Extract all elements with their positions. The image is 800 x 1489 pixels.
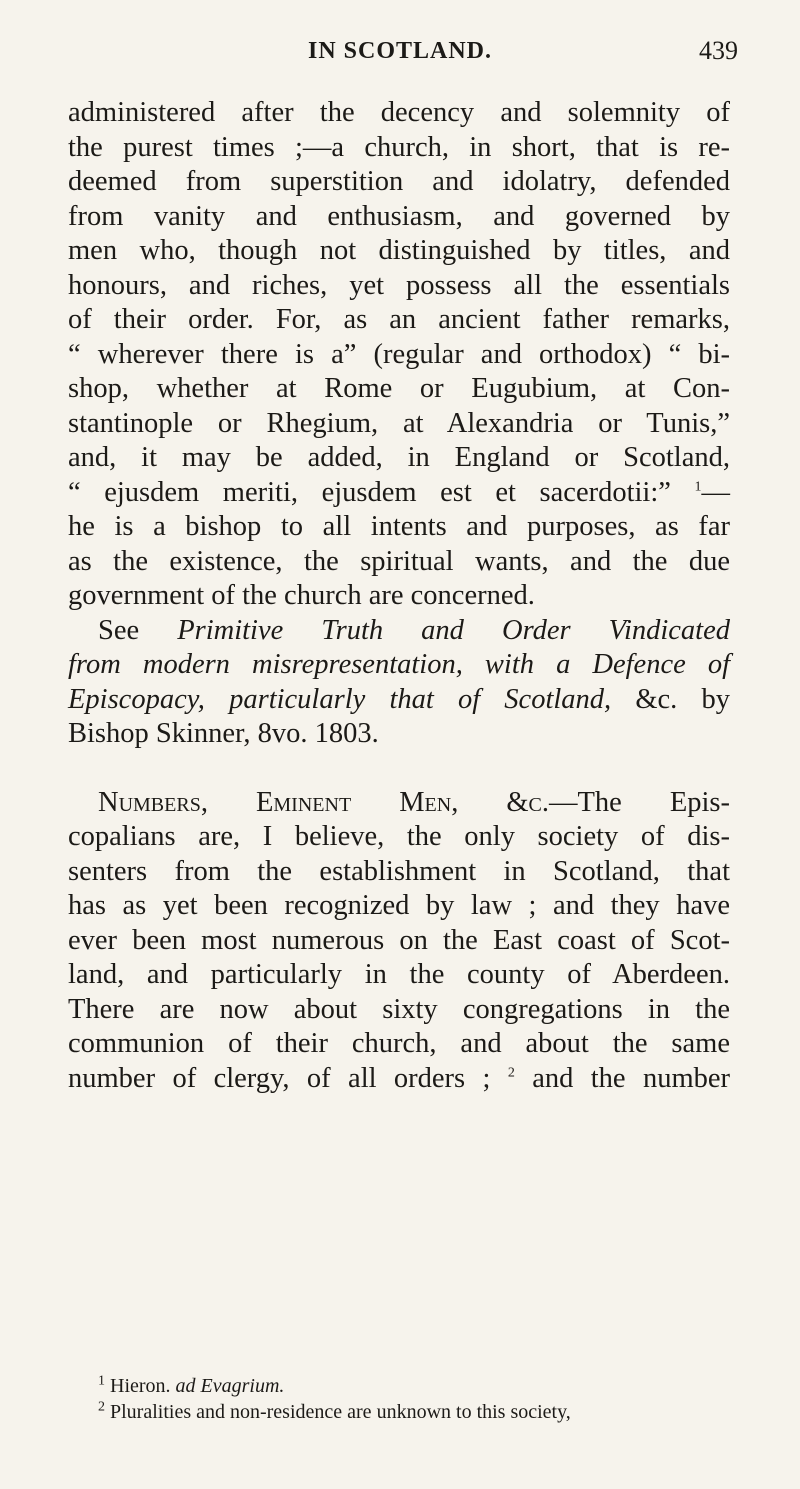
text-line: ever been most numerous on the East coast of Scot- [68, 924, 730, 956]
text-line [68, 476, 730, 511]
text-line: land, and particularly in the county of Aberdeen. [68, 959, 730, 990]
section-heading-line: Numbers, Eminent Men, &c.—The Epis- [98, 786, 731, 818]
citation-line: Episcopacy, particularly that of Scotland, &c. by [68, 683, 730, 715]
section-heading: Numbers, Eminent Men, &c. [98, 786, 549, 818]
text-line: administered after the decency and solemnity of [68, 97, 730, 128]
text-line: he is a bishop to all intents and purposes, as far [68, 511, 730, 542]
text-line: of their order. For, as an ancient father remarks, [68, 304, 730, 335]
citation-line: See Primitive Truth and Order Vindicated [98, 614, 731, 646]
text-line: government of the church are concerned. [68, 580, 535, 611]
text-line: men who, though not distinguished by titles, and [68, 235, 730, 266]
text-line: “ wherever there is a” (regular and orthodox) “ bi- [68, 338, 730, 370]
dash: — [701, 476, 731, 508]
footnote-2: $^2$ Pluralities and non-residence are unknown to this society, [98, 1399, 571, 1423]
text-line: deemed from superstition and idolatry, defended [68, 166, 730, 197]
text-line: has as yet been recognized by law ; and they have [68, 890, 730, 921]
running-header [0, 36, 800, 76]
text-line: copalians are, I believe, the only society of dis- [68, 821, 730, 852]
book-title-cont: Episcopacy, particularly that of Scotland, [68, 683, 612, 715]
text-line: stantinople or Rhegium, at Alexandria or Tunis,” [68, 407, 730, 439]
text-line: as the existence, the spiritual wants, and the due [68, 545, 730, 577]
text-line: number of clergy, of all orders ; $^2$ and the number [68, 1062, 731, 1094]
footnotes [68, 1373, 730, 1425]
book-title: Primitive Truth and Order Vindicated [177, 614, 731, 646]
citation-line: Bishop Skinner, 8vo. 1803. [68, 718, 379, 749]
text-line: shop, whether at Rome or Eugubium, at Con- [68, 373, 730, 404]
text-line: from vanity and enthusiasm, and governed by [68, 200, 730, 232]
text-line: communion of their church, and about the same [68, 1028, 730, 1059]
footnote-marker: 1 [694, 479, 702, 494]
text-line: and, it may be added, in England or Scotland, [68, 442, 730, 473]
latin-quote: “ ejusdem meriti, ejusdem est et sacerdotii:” [68, 476, 671, 508]
text-line: honours, and riches, yet possess all the essentials [68, 269, 730, 301]
text-line: There are now about sixty congregations in the [68, 993, 730, 1025]
citation-line [68, 648, 730, 683]
book-title-cont: from modern misrepresentation, with a Defence of [68, 649, 730, 680]
text-line: the purest times ;—a church, in short, that is re- [68, 131, 730, 163]
text-line: senters from the establishment in Scotland, that [68, 855, 730, 887]
running-title: IN SCOTLAND. [307, 38, 493, 64]
page-number: 439 [699, 36, 738, 65]
main-text [68, 96, 730, 1096]
footnote-marker: 2 [507, 1065, 515, 1080]
footnote-1: $^1$ Hieron. ad Evagrium. [98, 1373, 285, 1397]
